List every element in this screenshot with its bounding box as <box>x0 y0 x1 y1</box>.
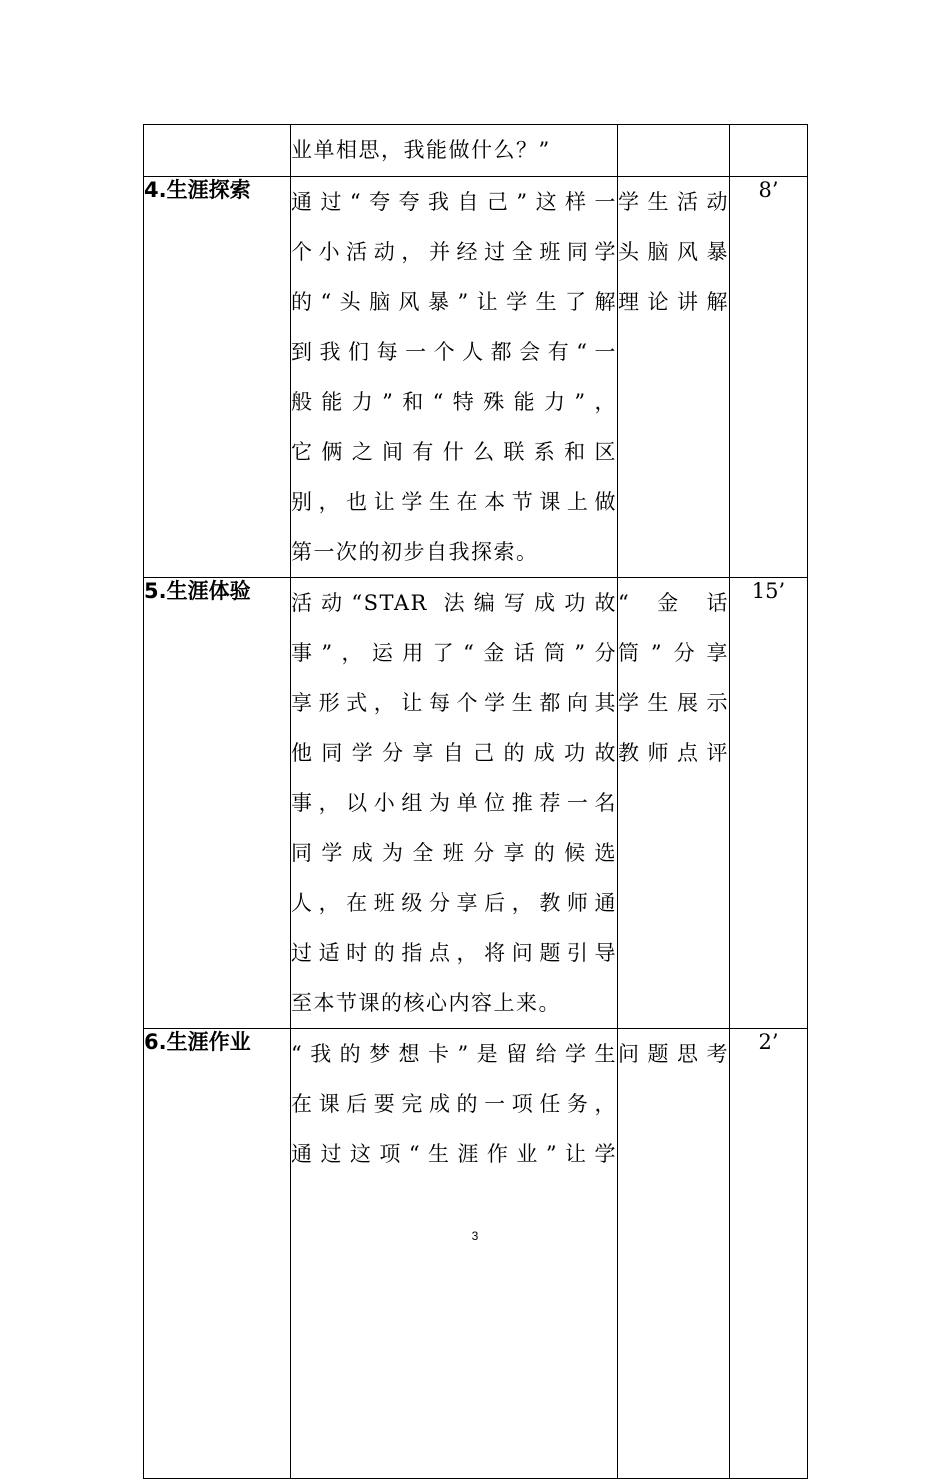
method-line: 问题思考 <box>618 1042 729 1066</box>
description-line: 事，以小组为单位推荐一名 <box>291 791 617 815</box>
stage-cell: 6.生涯作业 <box>144 1029 291 1479</box>
method-line: “金话 <box>618 591 729 615</box>
description-line: 至本节课的核心内容上来。 <box>291 991 561 1015</box>
stage-cell <box>144 125 291 177</box>
lesson-plan-table <box>143 124 808 1479</box>
method-cell <box>618 177 730 578</box>
description-line: 同学成为全班分享的候选 <box>291 841 617 865</box>
method-line: 教师点评 <box>618 741 729 765</box>
description-line: 到我们每一个人都会有“一 <box>291 340 617 364</box>
table-row <box>144 177 808 578</box>
time-cell: 2’ <box>730 1029 808 1479</box>
description-line: 通过这项“生涯作业”让学 <box>291 1142 617 1166</box>
time-cell: 8’ <box>730 177 808 578</box>
method-line: 理论讲解 <box>618 290 729 314</box>
description-line: 活动“STAR 法编写成功故 <box>291 591 617 615</box>
description-line: 事”，运用了“金话筒”分 <box>291 641 617 665</box>
stage-cell: 4.生涯探索 <box>144 177 291 578</box>
page-number: 3 <box>471 1229 479 1243</box>
description-cell <box>291 578 618 1029</box>
stage-cell: 5.生涯体验 <box>144 578 291 1029</box>
method-line: 学生展示 <box>618 691 729 715</box>
description-line: 的“头脑风暴”让学生了解 <box>291 290 617 314</box>
method-line: 学生活动 <box>618 190 729 214</box>
description-line: 别，也让学生在本节课上做 <box>291 490 617 514</box>
description-cell <box>291 125 618 177</box>
description-line: 业单相思，我能做什么？” <box>291 138 551 162</box>
description-line: 第一次的初步自我探索。 <box>291 540 539 564</box>
description-line: 般能力”和“特殊能力”， <box>291 390 617 414</box>
table-row <box>144 578 808 1029</box>
method-line: 头脑风暴 <box>618 240 729 264</box>
description-cell <box>291 1029 618 1479</box>
method-cell <box>618 1029 730 1479</box>
time-cell <box>730 125 808 177</box>
description-line: 在课后要完成的一项任务， <box>291 1092 617 1116</box>
description-line: 他同学分享自己的成功故 <box>291 741 617 765</box>
method-cell <box>618 125 730 177</box>
description-line: 过适时的指点，将问题引导 <box>291 941 617 965</box>
method-line: 筒”分享 <box>618 641 729 665</box>
description-line: “我的梦想卡”是留给学生 <box>291 1042 617 1066</box>
table-row <box>144 125 808 177</box>
time-cell: 15’ <box>730 578 808 1029</box>
method-cell <box>618 578 730 1029</box>
description-line: 通过“夸夸我自己”这样一 <box>291 190 617 214</box>
description-line: 它俩之间有什么联系和区 <box>291 440 617 464</box>
description-cell <box>291 177 618 578</box>
description-line: 享形式，让每个学生都向其 <box>291 691 617 715</box>
description-line: 个小活动，并经过全班同学 <box>291 240 617 264</box>
description-line: 人，在班级分享后，教师通 <box>291 891 617 915</box>
table-row <box>144 1029 808 1479</box>
